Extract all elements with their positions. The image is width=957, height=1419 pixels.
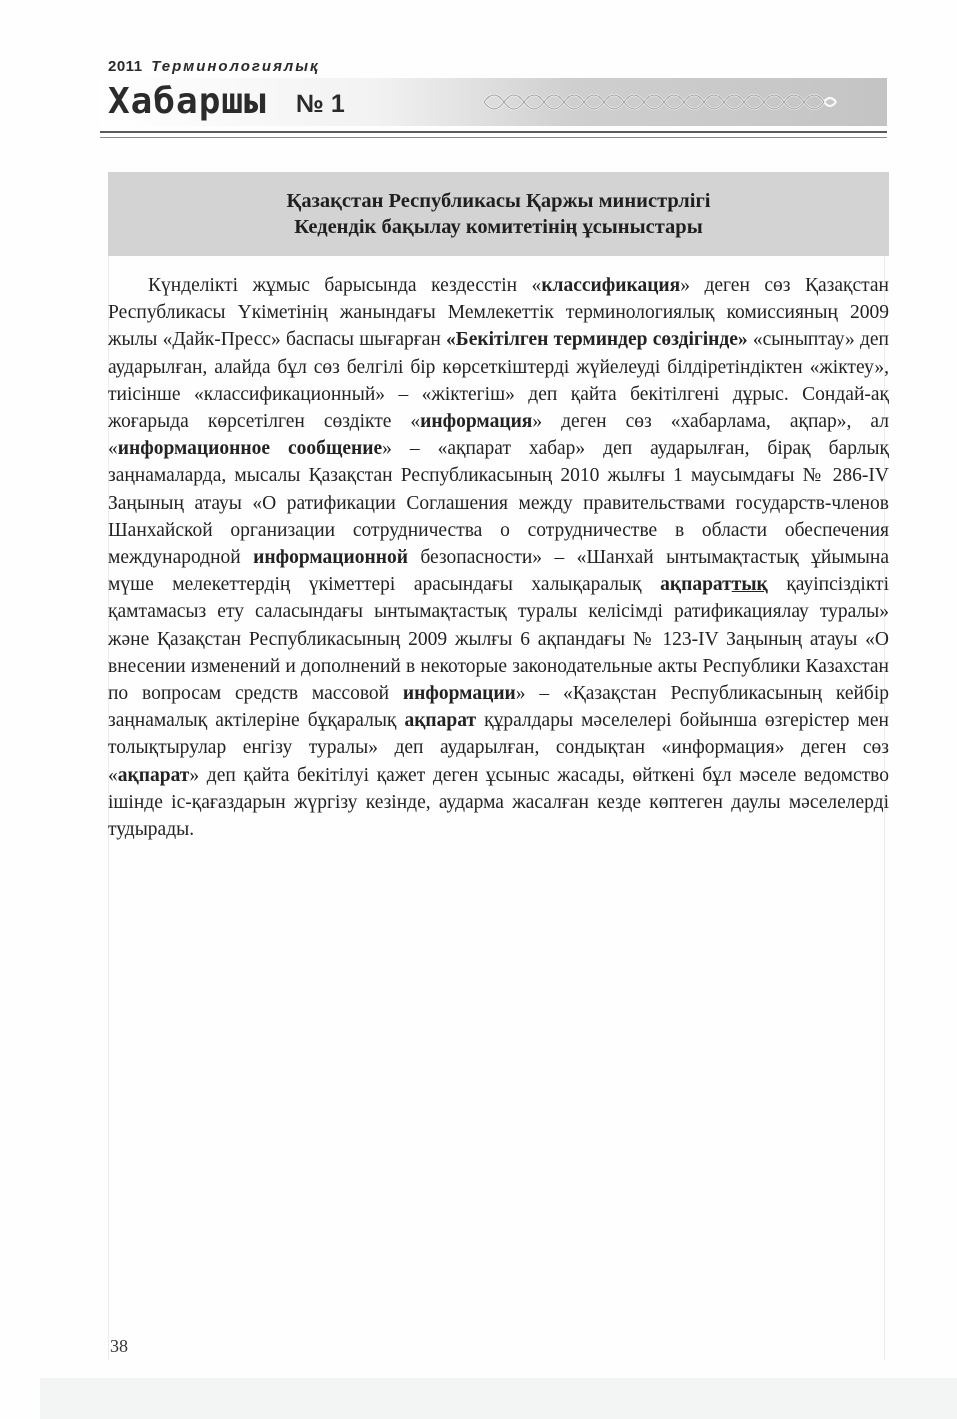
body-text-run: » деген сөз «хабарлама, ақпар», ал « [108,411,889,460]
body-text-run: қауіпсіздікті қамтамасыз ету саласындағы ынтымақтастық туралы келісімді ратификациялау туралы» және Қазақстан Республикасының 2009 жылғы 6 ақпандағы № 123-IV Заңының атауы «О внесении изменений и дополнений в некоторые законодательные акты Республики Казахстан по вопросам средств массовой [108,574,889,705]
bold-term: ақпарат [404,710,477,732]
article-title-line-2: Кедендік бақылау комитетінің ұсыныстары [294,216,703,238]
bold-term: информационной [253,547,408,569]
bold-term: «Бекітілген терминдер сөздігінде» [446,329,748,351]
body-text-run: «сыныптау» деп аударылған, алайда бұл сөз белгілі бір көрсеткіштерді жүйелеуді білдіретіндіктен «жіктеу», тиісінше «классификационный» – «жіктегіш» деп қайта бекітілгені дұрыс. Сондай-ақ жоғарыда көрсетілген сөздікте « [108,329,889,433]
underlined-term: тық [731,574,768,596]
body-text-run: » деген сөз Қазақстан Республикасы Үкіметінің жанындағы Мемлекеттік терминологиялық комиссияның 2009 жылы «Дайк-Пресс» баспасы шығарған [108,275,889,351]
header-year: 2011 [108,58,143,75]
header-series: Терминологиялық [151,58,320,75]
article-body [108,272,889,843]
body-text-run: » – «ақпарат хабар» деп аударылған, бірақ барлық заңнамаларда, мысалы Қазақстан Республикасының 2010 жылғы 1 маусымдағы № 286-IV Заңының атауы «О ратификации Соглашения между правительствами государств-членов Шанхайской организации сотрудничества о сотрудничестве в области обеспечения международной [108,438,889,569]
journal-title: Хабаршы [108,81,267,122]
body-text-run: құралдары мәселелері бойынша өзгерістер мен толықтырулар енгізу туралы» деп аударылған, сондықтан «информация» деген сөз « [108,710,889,786]
bold-term: классификация [541,275,681,296]
body-paragraph [108,272,889,843]
bold-term: информационное сообщение [117,438,383,460]
body-text-run: » деп қайта бекітілуі қажет деген ұсыныс жасады, өйткені бұл мәселе ведомство ішінде іс-қағаздарын жүргізу кезінде, аударма жасалған кезде көптеген даулы мәселелерді тудырады. [108,764,889,841]
bold-term: ақпарат [660,574,732,596]
header-rule-thin [100,137,887,138]
ornament-pattern-icon [480,84,840,120]
scan-bottom-edge [40,1378,957,1419]
body-text-run: » – «Қазақстан Республикасының кейбір заңнамалық актілеріне бұқаралық [108,683,889,732]
running-header [108,58,320,75]
article-title-line-1: Қазақстан Республикасы Қаржы министрлігі [286,190,711,212]
header-rule-thick [100,131,887,133]
article-title-box [108,172,889,256]
bold-term: информации [402,683,516,705]
bold-term: ақпарат [117,764,190,786]
body-text-run: безопасности» – «Шанхай ынтымақтастық ұйымына мүше мелекеттердің үкіметтері арасындағы халықаралық [108,547,889,596]
body-text-run: Күнделікті жұмыс барысында кездесстін « [148,275,542,296]
page-number: 38 [110,1336,128,1356]
issue-number: № 1 [296,90,345,118]
bold-term: информация [420,411,533,433]
